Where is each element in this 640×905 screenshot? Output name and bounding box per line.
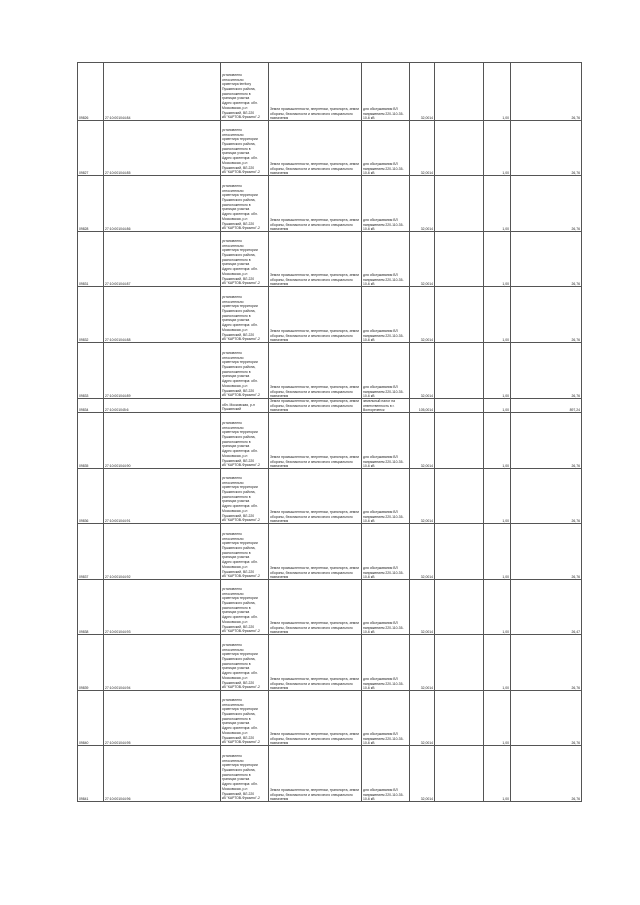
location-line: Адрес ориентира: обл.: [222, 101, 258, 106]
location-line: относительно: [222, 243, 244, 248]
row-id: 09841: [78, 746, 104, 802]
permitted-use: для обслуживания ВЛ напряжением 220-110-35-10-6 кВ: [362, 635, 410, 691]
cadastral-number: 27:10:001044:95: [104, 691, 221, 746]
area-value: 32,0014: [410, 343, 435, 399]
location-line: Пушкинский, ВЛ-220: [222, 735, 255, 740]
location-line: кВ "КАРТОВ-Фрязино"-2: [222, 281, 260, 286]
location-line: Пушкинского района,: [222, 768, 256, 773]
land-plots-table: [77, 62, 582, 802]
location-line: ориентира территории: [222, 485, 258, 490]
row-id: 09836: [78, 469, 104, 524]
location-line: кВ "КАРТОВ-Фрязино"-2: [222, 740, 260, 745]
table-row: [78, 524, 582, 580]
location-line: Пушкинский, ВЛ-220: [222, 388, 255, 393]
location-line: расположенного в: [222, 661, 251, 666]
location-line: Пушкинский: [222, 407, 242, 412]
cadastral-number: 27:10:001044:90: [104, 413, 221, 469]
row-id: 09826: [78, 63, 104, 121]
location-line: расположенного в: [222, 605, 251, 610]
location-line: установлено: [222, 183, 242, 188]
location-line: границах участка: [222, 374, 250, 379]
location-line: Московская, р-н: [222, 105, 248, 110]
location-line: Московская, р-н: [222, 383, 248, 388]
location-line: расположенного в: [222, 716, 251, 721]
location-line: ориентира территории: [222, 248, 258, 253]
amount-value: 26,76: [511, 343, 582, 399]
permitted-use: для обслуживания ВЛ напряжением 220-110-35-10-6 кВ: [362, 469, 410, 524]
location-line: Московская, р-н: [222, 453, 248, 458]
quantity-value: 1,00: [484, 287, 511, 343]
amount-value: 26,76: [511, 691, 582, 746]
area-value: 32,0014: [410, 63, 435, 121]
land-category: Земли промышленности, энергетики, транспорта, земли обороны, безопасности и земли иного специального назначения: [269, 524, 362, 580]
location-line: кВ "КАРТОВ-Фрязино"-2: [222, 796, 260, 801]
location-line: Пушкинский, ВЛ-220: [222, 276, 255, 281]
empty-cell: [435, 343, 484, 399]
amount-value: 26,76: [511, 413, 582, 469]
empty-cell: [435, 635, 484, 691]
location-description: [221, 121, 269, 176]
amount-value: 26,76: [511, 176, 582, 232]
location-line: Адрес ориентира: обл.: [222, 615, 258, 620]
area-value: 32,0014: [410, 691, 435, 746]
location-line: Московская, р-н: [222, 160, 248, 165]
location-line: Пушкинского района,: [222, 657, 256, 662]
location-line: границах участка: [222, 777, 250, 782]
land-category: Земли промышленности, энергетики, транспорта, земли обороны, безопасности и земли иного специального назначения: [269, 399, 362, 413]
location-line: Пушкинского района,: [222, 435, 256, 440]
location-line: кВ "КАРТОВ-Фрязино"-2: [222, 393, 260, 398]
area-value: 32,0014: [410, 580, 435, 635]
location-line: Адрес ориентира: обл.: [222, 267, 258, 272]
location-line: расположенного в: [222, 91, 251, 96]
location-line: Адрес ориентира: обл.: [222, 726, 258, 731]
location-line: установлено: [222, 475, 242, 480]
location-line: относительно: [222, 299, 244, 304]
land-category: Земли промышленности, энергетики, транспорта, земли обороны, безопасности и земли иного специального назначения: [269, 287, 362, 343]
location-line: границах участка: [222, 555, 250, 560]
location-line: границах участка: [222, 666, 250, 671]
document-sheet: [77, 62, 580, 802]
empty-cell: [435, 287, 484, 343]
location-line: Адрес ориентира: обл.: [222, 212, 258, 217]
amount-value: 26,76: [511, 469, 582, 524]
empty-cell: [435, 413, 484, 469]
location-description: [221, 176, 269, 232]
location-line: ориентира территории: [222, 763, 258, 768]
cadastral-number: 27:10:001044:84: [104, 63, 221, 121]
location-line: Московская, р-н: [222, 508, 248, 513]
location-line: ориентира территории: [222, 304, 258, 309]
location-line: Пушкинский, ВЛ-220: [222, 513, 255, 518]
permitted-use: для обслуживания ВЛ напряжением 220-110-35-10-6 кВ: [362, 691, 410, 746]
cadastral-number: 27:10:001044:89: [104, 343, 221, 399]
location-line: Адрес ориентира: обл.: [222, 156, 258, 161]
location-line: Пушкинский, ВЛ-220: [222, 680, 255, 685]
amount-value: 26,76: [511, 121, 582, 176]
land-category: Земли промышленности, энергетики, транспорта, земли обороны, безопасности и земли иного специального назначения: [269, 691, 362, 746]
quantity-value: 1,00: [484, 635, 511, 691]
row-id: 09833: [78, 343, 104, 399]
quantity-value: 1,00: [484, 580, 511, 635]
table-row: [78, 413, 582, 469]
location-line: Пушкинского района,: [222, 546, 256, 551]
location-line: установлено: [222, 72, 242, 77]
location-line: Московская, р-н: [222, 216, 248, 221]
location-line: установлено: [222, 350, 242, 355]
location-description: [221, 691, 269, 746]
location-description: [221, 343, 269, 399]
location-line: кВ "КАРТОВ-Фрязино"-2: [222, 463, 260, 468]
quantity-value: 1,00: [484, 691, 511, 746]
location-description: [221, 63, 269, 121]
amount-value: 26,76: [511, 635, 582, 691]
area-value: 32,0014: [410, 635, 435, 691]
location-line: кВ "КАРТОВ-Фрязино"-2: [222, 685, 260, 690]
location-line: ориентира территории: [222, 652, 258, 657]
quantity-value: 1,00: [484, 399, 511, 413]
location-line: Пушкинский, ВЛ-220: [222, 458, 255, 463]
cadastral-number: 27:10:001044:92: [104, 524, 221, 580]
row-id: 09839: [78, 635, 104, 691]
table-row: [78, 63, 582, 121]
location-line: Адрес ориентира: обл.: [222, 671, 258, 676]
quantity-value: 1,00: [484, 176, 511, 232]
quantity-value: 1,00: [484, 524, 511, 580]
location-description: [221, 746, 269, 802]
quantity-value: 1,00: [484, 469, 511, 524]
location-line: установлено: [222, 294, 242, 299]
location-line: ориентира территории: [222, 193, 258, 198]
amount-value: 26,76: [511, 63, 582, 121]
quantity-value: 1,00: [484, 232, 511, 287]
area-value: 105,0014: [410, 399, 435, 413]
permitted-use: для обслуживания ВЛ напряжением 220-110-35-10-6 кВ: [362, 121, 410, 176]
location-line: расположенного в: [222, 146, 251, 151]
table-row: [78, 176, 582, 232]
location-line: Пушкинский, ВЛ-220: [222, 791, 255, 796]
location-line: относительно: [222, 188, 244, 193]
location-line: Московская, р-н: [222, 675, 248, 680]
location-line: расположенного в: [222, 494, 251, 499]
table-row: [78, 343, 582, 399]
location-line: ориентира территории: [222, 360, 258, 365]
location-line: Московская, р-н: [222, 327, 248, 332]
location-line: кВ "КАРТОВ-Фрязино"-2: [222, 115, 260, 120]
cadastral-number: 27:10:001044:91: [104, 469, 221, 524]
permitted-use: земельный налог на ответственность в г. Волгореченск: [362, 399, 410, 413]
table-row: [78, 287, 582, 343]
location-line: относительно: [222, 591, 244, 596]
table-row: [78, 399, 582, 413]
location-line: Пушкинского района,: [222, 601, 256, 606]
cadastral-number: 27:10:001045:6: [104, 399, 221, 413]
location-description: [221, 287, 269, 343]
location-line: установлено: [222, 586, 242, 591]
location-line: границах участка: [222, 318, 250, 323]
empty-cell: [435, 469, 484, 524]
row-id: 09838: [78, 580, 104, 635]
cadastral-number: 27:10:001044:86: [104, 176, 221, 232]
location-line: Московская, р-н: [222, 271, 248, 276]
empty-cell: [435, 63, 484, 121]
row-id: 09828: [78, 176, 104, 232]
area-value: 32,0014: [410, 413, 435, 469]
land-category: Земли промышленности, энергетики, транспорта, земли обороны, безопасности и земли иного специального назначения: [269, 580, 362, 635]
location-line: Пушкинского района,: [222, 490, 256, 495]
quantity-value: 1,00: [484, 63, 511, 121]
area-value: 32,0014: [410, 176, 435, 232]
location-line: Пушкинский, ВЛ-220: [222, 165, 255, 170]
row-id: 09840: [78, 691, 104, 746]
area-value: 32,0014: [410, 524, 435, 580]
area-value: 32,0014: [410, 469, 435, 524]
row-id: 09832: [78, 287, 104, 343]
location-line: границах участка: [222, 721, 250, 726]
quantity-value: 1,00: [484, 121, 511, 176]
location-line: Московская, р-н: [222, 786, 248, 791]
amount-value: 26,76: [511, 746, 582, 802]
location-description: [221, 232, 269, 287]
location-description: [221, 469, 269, 524]
quantity-value: 1,00: [484, 746, 511, 802]
land-category: Земли промышленности, энергетики, транспорта, земли обороны, безопасности и земли иного специального назначения: [269, 121, 362, 176]
location-line: ориентира территории: [222, 541, 258, 546]
location-line: относительно: [222, 355, 244, 360]
land-category: Земли промышленности, энергетики, транспорта, земли обороны, безопасности и земли иного специального назначения: [269, 343, 362, 399]
table-row: [78, 746, 582, 802]
location-line: Адрес ориентира: обл.: [222, 504, 258, 509]
permitted-use: для обслуживания ВЛ напряжением 220-110-35-10-6 кВ: [362, 287, 410, 343]
location-line: расположенного в: [222, 550, 251, 555]
cadastral-number: 27:10:001044:93: [104, 580, 221, 635]
location-line: Адрес ориентира: обл.: [222, 782, 258, 787]
location-line: кВ "КАРТОВ-Фрязино"-2: [222, 574, 260, 579]
location-line: Пушкинский, ВЛ-220: [222, 110, 255, 115]
empty-cell: [435, 746, 484, 802]
location-line: кВ "КАРТОВ-Фрязино"-2: [222, 337, 260, 342]
table-row: [78, 580, 582, 635]
location-line: границах участка: [222, 610, 250, 615]
location-line: Адрес ориентира: обл.: [222, 449, 258, 454]
location-description: [221, 524, 269, 580]
location-line: границах участка: [222, 151, 250, 156]
amount-value: 897,24: [511, 399, 582, 413]
location-line: относительно: [222, 77, 244, 82]
location-line: кВ "КАРТОВ-Фрязино"-2: [222, 170, 260, 175]
location-line: относительно: [222, 480, 244, 485]
location-line: установлено: [222, 531, 242, 536]
location-line: Адрес ориентира: обл.: [222, 379, 258, 384]
location-line: Пушкинский, ВЛ-220: [222, 624, 255, 629]
location-line: Пушкинский, ВЛ-220: [222, 221, 255, 226]
empty-cell: [435, 176, 484, 232]
location-line: установлено: [222, 420, 242, 425]
permitted-use: для обслуживания ВЛ напряжением 220-110-35-10-6 кВ: [362, 232, 410, 287]
location-description: [221, 635, 269, 691]
amount-value: 26,76: [511, 287, 582, 343]
area-value: 32,0014: [410, 121, 435, 176]
location-line: ориентира территории: [222, 596, 258, 601]
location-line: кВ "КАРТОВ-Фрязино"-2: [222, 226, 260, 231]
location-line: кВ "КАРТОВ-Фрязино"-2: [222, 629, 260, 634]
location-line: установлено: [222, 127, 242, 132]
quantity-value: 1,00: [484, 413, 511, 469]
location-line: Московская, р-н: [222, 619, 248, 624]
location-line: расположенного в: [222, 313, 251, 318]
area-value: 32,0014: [410, 746, 435, 802]
location-description: [221, 413, 269, 469]
cadastral-number: 27:10:001044:94: [104, 635, 221, 691]
quantity-value: 1,00: [484, 343, 511, 399]
land-category: Земли промышленности, энергетики, транспорта, земли обороны, безопасности и земли иного специального назначения: [269, 63, 362, 121]
location-line: относительно: [222, 425, 244, 430]
location-line: Пушкинского района,: [222, 253, 256, 258]
permitted-use: для обслуживания ВЛ напряжением 220-110-35-10-6 кВ: [362, 524, 410, 580]
land-category: Земли промышленности, энергетики, транспорта, земли обороны, безопасности и земли иного специального назначения: [269, 413, 362, 469]
location-line: границах участка: [222, 444, 250, 449]
location-line: установлено: [222, 238, 242, 243]
location-line: Пушкинский, ВЛ-220: [222, 332, 255, 337]
row-id: 09827: [78, 121, 104, 176]
empty-cell: [435, 691, 484, 746]
permitted-use: для обслуживания ВЛ напряжением 220-110-35-10-6 кВ: [362, 580, 410, 635]
permitted-use: для обслуживания ВЛ напряжением 220-110-35-10-6 кВ: [362, 63, 410, 121]
land-category: Земли промышленности, энергетики, транспорта, земли обороны, безопасности и земли иного специального назначения: [269, 232, 362, 287]
empty-cell: [435, 121, 484, 176]
location-line: относительно: [222, 132, 244, 137]
location-line: Адрес ориентира: обл.: [222, 323, 258, 328]
table-row: [78, 691, 582, 746]
location-line: Московская, р-н: [222, 564, 248, 569]
table-row: [78, 232, 582, 287]
table-row: [78, 469, 582, 524]
location-line: установлено: [222, 753, 242, 758]
location-line: ориентира территории: [222, 137, 258, 142]
location-line: Пушкинского района,: [222, 309, 256, 314]
cadastral-number: 27:10:001044:85: [104, 121, 221, 176]
location-line: Пушкинского района,: [222, 712, 256, 717]
empty-cell: [435, 399, 484, 413]
row-id: 09835: [78, 413, 104, 469]
area-value: 32,0014: [410, 232, 435, 287]
empty-cell: [435, 524, 484, 580]
permitted-use: для обслуживания ВЛ напряжением 220-110-35-10-6 кВ: [362, 413, 410, 469]
amount-value: 26,76: [511, 232, 582, 287]
cadastral-number: 27:10:001044:96: [104, 746, 221, 802]
row-id: 09837: [78, 524, 104, 580]
location-description: [221, 580, 269, 635]
location-line: относительно: [222, 647, 244, 652]
cadastral-number: 27:10:001044:87: [104, 232, 221, 287]
permitted-use: для обслуживания ВЛ напряжением 220-110-35-10-6 кВ: [362, 176, 410, 232]
location-line: относительно: [222, 702, 244, 707]
location-line: Пушкинского района,: [222, 142, 256, 147]
area-value: 32,0014: [410, 287, 435, 343]
location-line: относительно: [222, 536, 244, 541]
land-category: Земли промышленности, энергетики, транспорта, земли обороны, безопасности и земли иного специального назначения: [269, 635, 362, 691]
row-id: 09834: [78, 399, 104, 413]
location-line: Пушкинского района,: [222, 198, 256, 203]
empty-cell: [435, 232, 484, 287]
location-line: ориентира территории: [222, 430, 258, 435]
land-category: Земли промышленности, энергетики, транспорта, земли обороны, безопасности и земли иного специального назначения: [269, 746, 362, 802]
amount-value: 26,47: [511, 580, 582, 635]
table-body: [78, 63, 582, 802]
row-id: 09831: [78, 232, 104, 287]
cadastral-number: 27:10:001044:88: [104, 287, 221, 343]
location-line: Пушкинский, ВЛ-220: [222, 569, 255, 574]
location-line: расположенного в: [222, 772, 251, 777]
location-line: расположенного в: [222, 369, 251, 374]
location-line: Пушкинского района,: [222, 87, 256, 92]
location-line: расположенного в: [222, 202, 251, 207]
location-line: расположенного в: [222, 257, 251, 262]
table-row: [78, 121, 582, 176]
table-row: [78, 635, 582, 691]
location-line: ориентира territory: [222, 82, 252, 87]
empty-cell: [435, 580, 484, 635]
location-line: обл. Московская, р-н: [222, 402, 255, 407]
location-line: границах участка: [222, 499, 250, 504]
permitted-use: для обслуживания ВЛ напряжением 220-110-35-10-6 кВ: [362, 343, 410, 399]
land-category: Земли промышленности, энергетики, транспорта, земли обороны, безопасности и земли иного специального назначения: [269, 176, 362, 232]
location-line: расположенного в: [222, 439, 251, 444]
location-line: Адрес ориентира: обл.: [222, 560, 258, 565]
permitted-use: для обслуживания ВЛ напряжением 220-110-35-10-6 кВ: [362, 746, 410, 802]
location-description: [221, 399, 269, 413]
location-line: границах участка: [222, 207, 250, 212]
location-line: кВ "КАРТОВ-Фрязино"-2: [222, 518, 260, 523]
location-line: установлено: [222, 642, 242, 647]
location-line: установлено: [222, 697, 242, 702]
location-line: относительно: [222, 758, 244, 763]
location-line: границах участка: [222, 96, 250, 101]
location-line: границах участка: [222, 262, 250, 267]
land-category: Земли промышленности, энергетики, транспорта, земли обороны, безопасности и земли иного специального назначения: [269, 469, 362, 524]
amount-value: 26,76: [511, 524, 582, 580]
location-line: ориентира территории: [222, 707, 258, 712]
location-line: Пушкинского района,: [222, 365, 256, 370]
location-line: Московская, р-н: [222, 730, 248, 735]
